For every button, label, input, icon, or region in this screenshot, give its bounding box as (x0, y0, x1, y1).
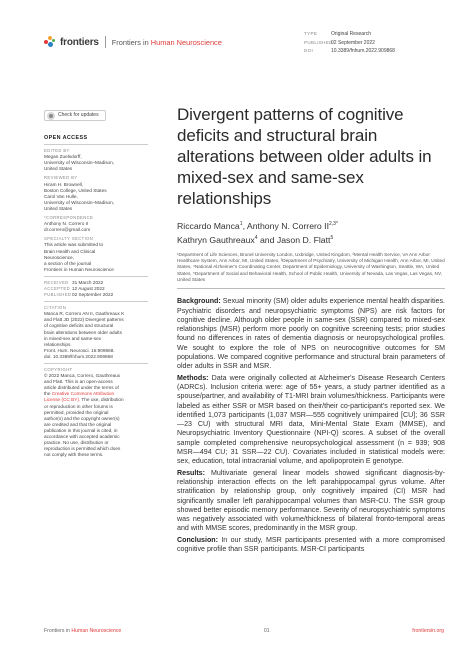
article-main (177, 104, 445, 556)
background-text: Sexual minority (SM) older adults experience mental health disparities. Psychiatric disorders and neuropsychiatric symptoms (NPS) are risk factors for cognitive decline. Although older people in same-sex (SSR) compared to mixed-sex relationships (MSR) perform more poorly on cognitive screening tests; prior studies found no differences in rates of dementia diagnosis or neuropsychological profiles. We sought to explore the role of NPS on neurocognitive outcomes for SM populations. We compared cognitive performance and structural brain parameters of older adults in SSR and MSR. (177, 297, 445, 371)
published-date-label: PUBLISHED (44, 292, 72, 298)
open-access-label: OPEN ACCESS (44, 135, 88, 141)
copyright-text (44, 373, 148, 458)
sidebar-divider (44, 144, 148, 145)
frontiers-logo-icon (44, 36, 56, 48)
citation-text: Manca R, Correro AN II, Gauthreaux K and Flatt JD (2022) Divergent patterns of cognitive deficits and structural brain alterations between older adults in mixed-sex and same-sex relationships. (44, 311, 125, 347)
published-label: PUBLISHED (304, 39, 333, 45)
abstract-results (177, 469, 445, 534)
logo-wordmark: frontiers (60, 36, 99, 48)
results-heading: Results: (177, 468, 205, 477)
copyright-label: COPYRIGHT (44, 367, 73, 372)
journal-prefix: Frontiers in (111, 37, 151, 47)
published-value: 02 September 2022 (331, 39, 375, 46)
author-name[interactable]: Kathryn Gauthreaux (177, 235, 255, 246)
page-header (44, 30, 454, 64)
copyright-pre: © 2022 Manca, Correro, Gauthreaux and Flatt. This is an open-access article distributed under the terms of the (44, 373, 121, 397)
published-date-value: 02 September 2022 (72, 292, 114, 298)
check-updates-icon (47, 112, 55, 120)
abstract-divider (177, 288, 445, 289)
author-name[interactable]: Riccardo Manca (177, 220, 240, 231)
page-number: 01 (263, 628, 270, 634)
correspondence-section (44, 215, 148, 233)
background-heading: Background: (177, 297, 221, 306)
specialty-text: This article was submitted to Brain Health and Clinical Neuroscience, a section of the journal Frontiers in Human Neuroscience (44, 242, 114, 272)
cc-by-license-link[interactable]: Creative Commons Attribution License (CC BY). (44, 391, 115, 403)
abstract-conclusion (177, 536, 445, 555)
author-name[interactable]: , Anthony N. Correro II (242, 220, 329, 231)
copyright-section (44, 367, 148, 458)
author-affil-sup: 5 (330, 235, 334, 242)
page-footer (44, 628, 444, 634)
conclusion-heading: Conclusion: (177, 535, 218, 544)
edited-by-text: Megan Zuelsdorff, University of Wisconsin–Madison, United States (44, 154, 115, 172)
article-meta (304, 30, 454, 56)
header-divider (105, 36, 106, 48)
edited-by-section (44, 148, 148, 172)
received-label: RECEIVED (44, 279, 69, 285)
sidebar-divider (44, 301, 148, 302)
dates-list (44, 280, 148, 298)
copyright-post: The use, distribution or reproduction in other forums is permitted, provided the original author(s) and the copyright owner(s) are credited and that the original publication in this journal is cited, in accordance with accepted academic practice. No use, distribution or reproduction is permitted which does not comply with these terms. (44, 397, 124, 458)
reviewed-by-label: REVIEWED BY (44, 175, 78, 181)
footer-journal[interactable] (44, 628, 121, 634)
sidebar-divider (44, 363, 148, 364)
citation-section (44, 305, 148, 360)
citation-doi[interactable]: doi: 10.3389/fnhum.2022.909868 (44, 353, 113, 359)
journal-accent: Human Neuroscience (150, 37, 222, 47)
doi-value[interactable]: 10.3389/fnhum.2022.909868 (331, 48, 395, 54)
sidebar (44, 110, 148, 461)
correspondence-label: *CORRESPONDENCE (44, 215, 94, 221)
sidebar-divider (44, 276, 148, 277)
received-value: 31 March 2022 (72, 279, 104, 285)
article-title: Divergent patterns of cognitive deficits and structural brain alterations between older adults in mixed-sex and same-sex relationships (177, 105, 432, 208)
specialty-section (44, 236, 148, 273)
footer-journal-prefix: Frontiers in (44, 628, 72, 634)
accepted-label: ACCEPTED (44, 285, 71, 291)
specialty-label: SPECIALTY SECTION (44, 236, 94, 242)
correspondence-email[interactable]: dr.correro@gmail.com (44, 227, 91, 233)
methods-text: Data were originally collected at Alzheimer's Disease Research Centers (ADRCs). Inclusion criteria were: age of 55+ years, a study partner identified as a spouse/partner, and availability of T1-MRI brain volumes/thickness. Participants were labeled as either SSR or MSR based on their/their co-participant's reported sex. We identified 1,073 participants (1,037 MSR—555 cognitively unimpaired [CU]; 36 SSR—23 CU) with structural MRI data, Mini-Mental State Exam (MMSE), and Neuropsychiatric Inventory Questionnaire (NPI-Q) scores. A subset of the overall sample completed comprehensive neuropsychological assessment (n = 939; 908 MSR—494 CU; 31 SSR—22 CU). Covariates included in statistical models were: sex, education, total intracranial volume, and apolipoprotein E genotype. (177, 373, 445, 466)
type-label: TYPE (304, 31, 318, 36)
abstract (177, 297, 445, 554)
author-affil-sup: 1 (239, 221, 243, 227)
check-for-updates-button[interactable] (44, 110, 106, 121)
results-text: Multivariate general linear models showed significant diagnosis-by-relationship interaction effects on the left parahippocampal gyrus volume. After stratification by relationship group, only cognitively impaired (CI) MSR had significantly smaller left parahippocampal volumes than MSR-CU. The SSR group showed better episodic memory performance. Severity of neuropsychiatric symptoms was negatively associated with volume/thickness of bilateral fronto-temporal areas and with MMSE scores, predominantly in the MSR group. (177, 468, 445, 533)
author-name[interactable]: and Jason D. Flatt (257, 235, 331, 246)
doi-label: DOI (304, 48, 314, 53)
citation-label: CITATION (44, 305, 67, 311)
edited-by-label: EDITED BY (44, 148, 70, 154)
author-affil-sup: 2,3* (329, 221, 338, 227)
affiliations: ¹Department of Life Sciences, Brunel University London, Uxbridge, United Kingdom, ²Mental Health Service, VA Ann Arbor Healthcare System, Ann Arbor, MI, United States, ³Department of Psychiatry, University of Michigan Health, Ann Arbor, MI, United States, ⁴National Alzheimer's Coordinating Center, Department of Epidemiology, University of Washington, Seattle, WA, United States, ⁵Department of Social and Behavioral Health, School of Public Health, University of Nevada, Las Vegas, Las Vegas, NV, United States (177, 251, 445, 282)
footer-site-link[interactable]: frontiersin.org (412, 628, 444, 634)
abstract-methods (177, 374, 445, 467)
correspondence-name: Anthony N. Correro II (44, 221, 89, 227)
frontiers-logo[interactable] (44, 36, 222, 48)
journal-name[interactable] (112, 38, 222, 47)
conclusion-text: In our study, MSR participants presented with a more compromised cognitive profile than SSR participants. MSR-CI participants (177, 535, 445, 553)
check-updates-label: Check for updates (58, 112, 99, 119)
author-list (177, 218, 445, 247)
footer-journal-accent: Human Neuroscience (71, 628, 122, 634)
abstract-background (177, 297, 445, 371)
accepted-value: 12 August 2022 (72, 285, 105, 291)
reviewed-by-text: Hiram H. Brownell, Boston College, United States Carol Van Hulle, University of Wisconsin–Madison, United States (44, 181, 115, 211)
methods-heading: Methods: (177, 373, 209, 382)
citation-journal: Front. Hum. Neurosci. 16:909868. (44, 347, 115, 353)
type-value: Original Research (331, 31, 372, 37)
author-affil-sup: 4 (254, 235, 258, 242)
reviewed-by-section (44, 175, 148, 212)
